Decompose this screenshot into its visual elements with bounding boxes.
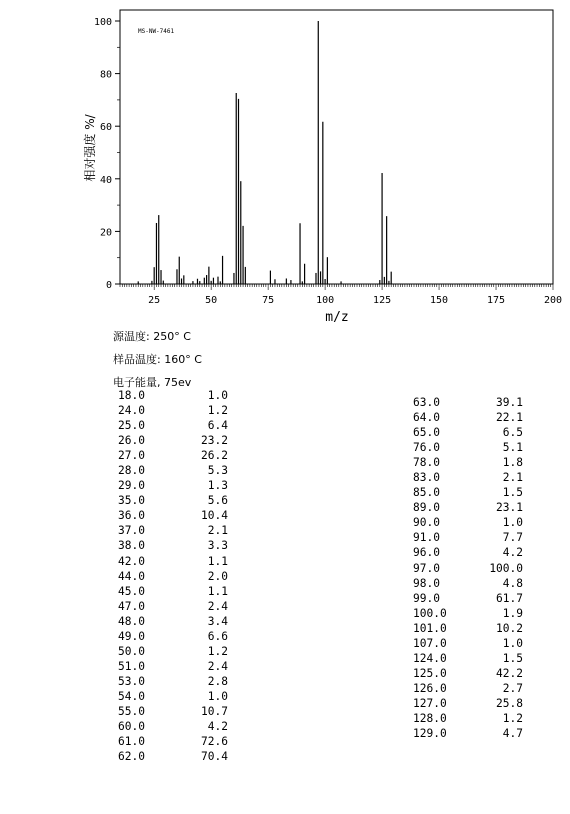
peak-row	[413, 651, 523, 666]
peak-mz: 38.0	[118, 539, 145, 553]
peak-abundance: 10.4	[201, 509, 228, 523]
peak-abundance: 10.2	[496, 621, 523, 635]
y-tick-label: 80	[99, 69, 112, 81]
peak-abundance: 1.2	[207, 404, 228, 418]
peak-row	[118, 674, 228, 689]
peak-abundance: 1.5	[502, 651, 523, 665]
peak-mz: 42.0	[118, 554, 145, 568]
peak-row	[413, 470, 523, 485]
peak-abundance: 1.0	[502, 636, 523, 650]
peak-abundance: 5.1	[502, 441, 523, 455]
peak-row	[118, 659, 228, 674]
peak-mz: 61.0	[118, 735, 145, 749]
peak-row	[118, 554, 228, 569]
x-tick-label: 100	[316, 295, 335, 306]
peak-row	[118, 734, 228, 749]
peak-mz: 44.0	[118, 569, 145, 583]
peak-row	[118, 719, 228, 734]
peak-mz: 50.0	[118, 644, 145, 658]
peak-mz: 60.0	[118, 720, 145, 734]
peak-row	[118, 418, 228, 433]
peak-row	[118, 689, 228, 704]
peak-abundance: 1.1	[207, 584, 228, 598]
peak-mz: 89.0	[413, 501, 440, 515]
peak-mz: 45.0	[118, 584, 145, 598]
peak-row	[413, 561, 523, 576]
peak-mz: 65.0	[413, 426, 440, 440]
peak-abundance: 6.5	[502, 426, 523, 440]
peak-abundance: 61.7	[496, 591, 523, 605]
peak-row	[118, 584, 228, 599]
peak-abundance: 6.4	[207, 419, 228, 433]
peak-row	[413, 606, 523, 621]
peak-mz: 96.0	[413, 546, 440, 560]
peak-row	[413, 425, 523, 440]
peak-abundance: 1.9	[502, 606, 523, 620]
peak-row	[118, 538, 228, 553]
peak-mz: 27.0	[118, 449, 145, 463]
peak-row	[118, 629, 228, 644]
peak-abundance: 2.1	[502, 471, 523, 485]
peak-abundance: 1.2	[502, 711, 523, 725]
peak-mz: 55.0	[118, 704, 145, 718]
peak-row	[118, 599, 228, 614]
peak-abundance: 10.7	[201, 704, 228, 718]
peak-mz: 49.0	[118, 629, 145, 643]
x-tick-label: 175	[486, 295, 506, 306]
peak-mz: 62.0	[118, 750, 145, 764]
peak-abundance: 2.7	[502, 681, 523, 695]
plot-frame	[120, 10, 553, 284]
x-axis-label: m/z	[325, 310, 349, 325]
peak-abundance: 100.0	[489, 561, 523, 575]
peak-abundance: 1.0	[502, 516, 523, 530]
peak-row	[118, 644, 228, 659]
mass-spectrum-chart	[0, 0, 570, 330]
peak-mz: 78.0	[413, 456, 440, 470]
peak-row	[413, 530, 523, 545]
peak-table-left	[118, 388, 228, 764]
peak-mz: 101.0	[413, 621, 447, 635]
peak-row	[413, 455, 523, 470]
y-tick-label: 60	[99, 122, 112, 134]
x-tick-label: 200	[543, 295, 563, 306]
peak-mz: 29.0	[118, 479, 145, 493]
peak-mz: 28.0	[118, 464, 145, 478]
y-tick-label: 0	[105, 280, 112, 291]
peak-abundance: 2.4	[207, 659, 228, 673]
peak-row	[413, 636, 523, 651]
peak-mz: 54.0	[118, 689, 145, 703]
peak-mz: 83.0	[413, 471, 440, 485]
peak-mz: 63.0	[413, 396, 440, 409]
peak-row	[413, 726, 523, 741]
peak-mz: 90.0	[413, 516, 440, 530]
peak-mz: 124.0	[413, 651, 447, 665]
x-tick-label: 25	[148, 295, 161, 306]
peak-row	[118, 523, 228, 538]
sample-temperature: 样品温度: 160° C	[113, 353, 202, 366]
peak-mz: 18.0	[118, 389, 145, 402]
peak-mz: 47.0	[118, 599, 145, 613]
y-tick-label: 40	[99, 174, 112, 186]
peak-abundance: 5.3	[207, 464, 228, 478]
peak-row	[118, 463, 228, 478]
peak-row	[413, 515, 523, 530]
peak-row	[118, 508, 228, 523]
peak-abundance: 2.1	[207, 524, 228, 538]
peak-abundance: 72.6	[201, 735, 228, 749]
peak-row	[413, 440, 523, 455]
peak-abundance: 23.2	[201, 434, 228, 448]
peak-mz: 91.0	[413, 531, 440, 545]
peak-row	[413, 576, 523, 591]
x-tick-label: 50	[205, 295, 218, 306]
peak-abundance: 7.7	[502, 531, 523, 545]
peak-row	[118, 403, 228, 418]
peak-mz: 25.0	[118, 419, 145, 433]
peak-row	[413, 395, 523, 410]
peak-abundance: 1.5	[502, 486, 523, 500]
peak-abundance: 23.1	[496, 501, 523, 515]
peak-mz: 128.0	[413, 711, 447, 725]
peak-mz: 98.0	[413, 576, 440, 590]
peak-row	[413, 485, 523, 500]
peak-abundance: 4.8	[502, 576, 523, 590]
peak-mz: 97.0	[413, 561, 440, 575]
peak-row	[118, 569, 228, 584]
peak-row	[118, 448, 228, 463]
peak-abundance: 3.4	[207, 614, 228, 628]
peak-abundance: 5.6	[207, 494, 228, 508]
peak-row	[413, 545, 523, 560]
peak-abundance: 2.0	[207, 569, 228, 583]
peak-abundance: 39.1	[496, 396, 523, 409]
source-temperature: 源温度: 250° C	[113, 330, 191, 343]
peak-mz: 85.0	[413, 486, 440, 500]
peak-row	[413, 681, 523, 696]
peak-row	[118, 433, 228, 448]
peak-row	[413, 621, 523, 636]
peak-row	[413, 500, 523, 515]
peak-mz: 127.0	[413, 696, 447, 710]
peak-row	[118, 388, 228, 403]
peak-abundance: 2.8	[207, 674, 228, 688]
peak-mz: 37.0	[118, 524, 145, 538]
peak-abundance: 1.2	[207, 644, 228, 658]
peak-mz: 100.0	[413, 606, 447, 620]
peak-mz: 125.0	[413, 666, 447, 680]
peak-abundance: 1.8	[502, 456, 523, 470]
x-tick-label: 75	[262, 295, 275, 306]
peak-mz: 24.0	[118, 404, 145, 418]
peak-mz: 53.0	[118, 674, 145, 688]
peak-row	[118, 614, 228, 629]
y-axis-label: 相对强度 %/	[83, 114, 97, 182]
peak-abundance: 25.8	[496, 696, 523, 710]
peak-row	[413, 666, 523, 681]
peak-abundance: 6.6	[207, 629, 228, 643]
peak-abundance: 1.3	[207, 479, 228, 493]
peak-mz: 64.0	[413, 411, 440, 425]
peak-abundance: 26.2	[201, 449, 228, 463]
peak-abundance: 1.0	[207, 689, 228, 703]
peak-abundance: 42.2	[496, 666, 523, 680]
peak-mz: 99.0	[413, 591, 440, 605]
peak-row	[118, 704, 228, 719]
peak-abundance: 4.2	[207, 720, 228, 734]
peak-mz: 36.0	[118, 509, 145, 523]
peak-abundance: 1.0	[207, 389, 228, 402]
peak-row	[413, 696, 523, 711]
y-tick-label: 20	[99, 227, 112, 239]
peak-mz: 51.0	[118, 659, 145, 673]
peak-abundance: 4.2	[502, 546, 523, 560]
x-tick-label: 150	[430, 295, 449, 306]
peak-mz: 76.0	[413, 441, 440, 455]
peak-row	[413, 410, 523, 425]
peak-abundance: 70.4	[201, 750, 228, 764]
peak-row	[413, 711, 523, 726]
peak-row	[413, 591, 523, 606]
peak-abundance: 22.1	[496, 411, 523, 425]
x-tick-label: 125	[373, 295, 392, 306]
peak-mz: 107.0	[413, 636, 447, 650]
chart-title: MS-NW-7461	[138, 28, 175, 35]
peak-mz: 126.0	[413, 681, 447, 695]
peak-row	[118, 749, 228, 764]
peak-mz: 26.0	[118, 434, 145, 448]
y-tick-label: 100	[93, 17, 112, 28]
peak-mz: 48.0	[118, 614, 145, 628]
peak-mz: 35.0	[118, 494, 145, 508]
peak-row	[118, 493, 228, 508]
peak-row	[118, 478, 228, 493]
peak-abundance: 1.1	[207, 554, 228, 568]
peak-abundance: 4.7	[502, 727, 523, 741]
peak-abundance: 2.4	[207, 599, 228, 613]
peak-abundance: 3.3	[207, 539, 228, 553]
peak-table-right	[413, 395, 523, 741]
peak-mz: 129.0	[413, 727, 447, 741]
electron-energy: 电子能量, 75ev	[113, 376, 192, 389]
